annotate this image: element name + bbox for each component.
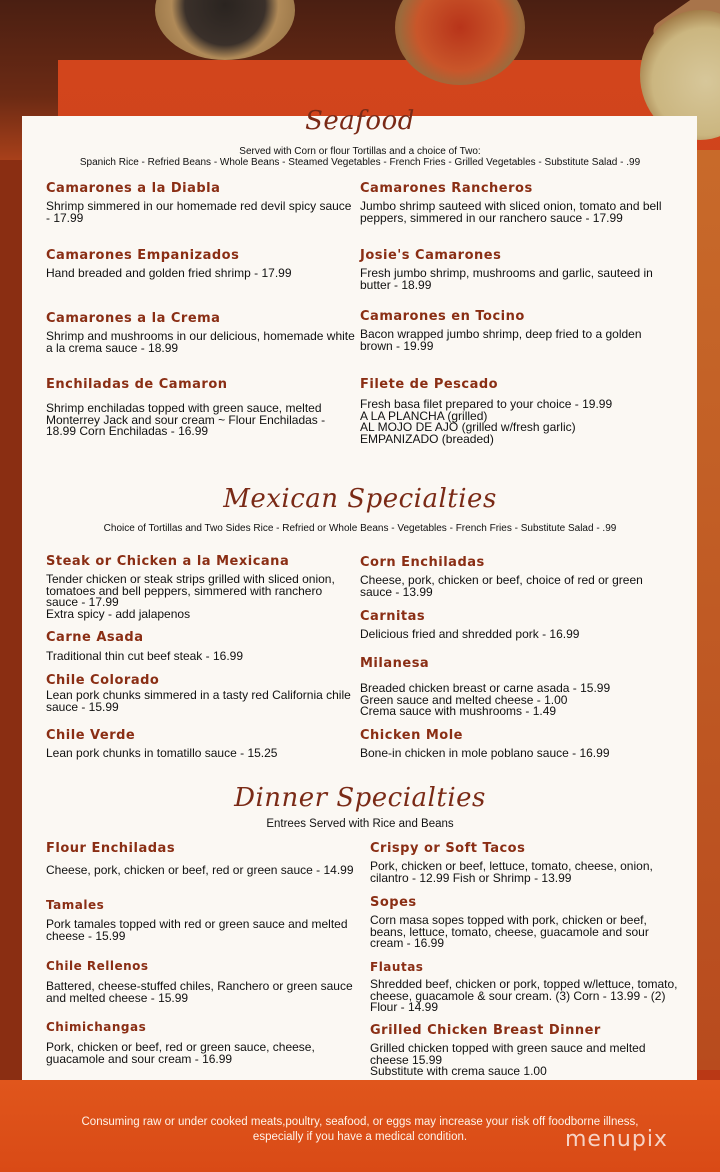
item-name: Steak or Chicken a la Mexicana bbox=[46, 554, 290, 569]
item-description: Fresh jumbo shrimp, mushrooms and garlic, sauteed in butter - 18.99 bbox=[360, 266, 653, 292]
item-description: Pork tamales topped with red or green sauce and melted cheese - 15.99 bbox=[46, 917, 348, 943]
item-name: Camarones a la Diabla bbox=[46, 181, 221, 196]
item-description: Grilled chicken topped with green sauce and melted cheese 15.99 bbox=[370, 1041, 646, 1067]
item-name: Camarones en Tocino bbox=[360, 309, 525, 324]
menu-item bbox=[370, 1023, 680, 1078]
item-name: Grilled Chicken Breast Dinner bbox=[370, 1023, 601, 1038]
menu-item bbox=[360, 181, 670, 224]
item-description: Traditional thin cut beef steak - 16.99 bbox=[46, 649, 244, 663]
item-option: Extra spicy - add jalapenos bbox=[46, 606, 191, 621]
item-description: Fresh basa filet prepared to your choice - 19.99 bbox=[360, 397, 613, 411]
menu-item bbox=[360, 248, 670, 291]
item-name: Sopes bbox=[370, 895, 417, 910]
item-description: Hand breaded and golden fried shrimp - 17.99 bbox=[46, 266, 292, 280]
menu-item bbox=[46, 377, 356, 438]
item-name: Camarones a la Crema bbox=[46, 311, 221, 326]
item-name: Chicken Mole bbox=[360, 728, 463, 743]
menu-item bbox=[370, 895, 680, 950]
item-description: Breaded chicken breast or carne asada - 15.99 bbox=[360, 681, 611, 695]
menu-item bbox=[46, 673, 356, 713]
item-description: Shrimp enchiladas topped with green sauce, melted Monterrey Jack and sour cream ~ Flour Enchiladas - 18.99 Corn Enchiladas - 16.99 bbox=[46, 401, 326, 438]
menu-item bbox=[46, 248, 356, 280]
item-description: Pork, chicken or beef, red or green sauce, cheese, guacamole and sour cream - 16.99 bbox=[46, 1040, 315, 1066]
menu-item bbox=[360, 656, 670, 718]
menu-item bbox=[360, 309, 670, 352]
item-description: Bacon wrapped jumbo shrimp, deep fried to a golden brown - 19.99 bbox=[360, 327, 642, 353]
item-description: Delicious fried and shredded pork - 16.99 bbox=[360, 627, 580, 641]
menu-item bbox=[46, 959, 356, 1004]
item-name: Chile Verde bbox=[46, 728, 136, 743]
item-name: Flautas bbox=[370, 960, 424, 974]
item-description: Jumbo shrimp sauteed with sliced onion, tomato and bell peppers, simmered in our ranchero sauce - 17.99 bbox=[360, 199, 662, 225]
item-name: Camarones Empanizados bbox=[46, 248, 240, 263]
item-name: Chile Colorado bbox=[46, 673, 160, 688]
item-name: Tamales bbox=[46, 898, 105, 912]
menu-item bbox=[360, 728, 670, 760]
menu-item bbox=[46, 630, 356, 663]
menu-item bbox=[46, 898, 356, 942]
item-name: Carne Asada bbox=[46, 630, 144, 645]
menu-item bbox=[360, 555, 670, 598]
item-name: Corn Enchiladas bbox=[360, 555, 485, 570]
item-description: Shredded beef, chicken or pork, topped w/lettuce, tomato, cheese, guacamole & sour cream. (3) Corn - 13.99 - (2) Flour - 14.99 bbox=[370, 977, 678, 1014]
menupix-watermark: menupix bbox=[565, 1127, 668, 1152]
seafood-subtitle-2: Spanich Rice - Refried Beans - Whole Beans - Steamed Vegetables - French Fries - Grilled Vegetables - Substitute Salad - .99 bbox=[79, 157, 641, 168]
item-description: Lean pork chunks simmered in a tasty red California chile sauce - 15.99 bbox=[46, 688, 351, 714]
item-name: Carnitas bbox=[360, 609, 426, 624]
menu-item bbox=[46, 311, 356, 354]
menu-item bbox=[46, 181, 356, 224]
item-name: Filete de Pescado bbox=[360, 377, 499, 392]
item-description: Bone-in chicken in mole poblano sauce - 16.99 bbox=[360, 746, 610, 760]
item-option: EMPANIZADO (breaded) bbox=[360, 431, 494, 446]
item-option: Crema sauce with mushrooms - 1.49 bbox=[360, 704, 557, 718]
item-description: Corn masa sopes topped with pork, chicken or beef, beans, lettuce, tomato, cheese, guacamole and sour cream - 16.99 bbox=[370, 913, 649, 950]
item-name: Chimichangas bbox=[46, 1020, 147, 1034]
menu-item bbox=[370, 841, 680, 884]
item-description: Lean pork chunks in tomatillo sauce - 15.25 bbox=[46, 746, 278, 760]
item-description: Cheese, pork, chicken or beef, choice of red or green sauce - 13.99 bbox=[360, 573, 643, 599]
item-description: Pork, chicken or beef, lettuce, tomato, cheese, onion, cilantro - 12.99 Fish or Shrimp - 13.99 bbox=[370, 859, 653, 885]
item-name: Enchiladas de Camaron bbox=[46, 377, 228, 392]
item-description: Shrimp and mushrooms in our delicious, homemade white a la crema sauce - 18.99 bbox=[46, 329, 355, 355]
item-description: Tender chicken or steak strips grilled with sliced onion, tomatoes and bell peppers, simmered with ranchero sauce - 17.99 bbox=[46, 572, 335, 609]
menu-item bbox=[360, 609, 670, 641]
item-description: Battered, cheese-stuffed chiles, Ranchero or green sauce and melted cheese - 15.99 bbox=[46, 979, 353, 1005]
item-option: Green sauce and melted cheese - 1.00 bbox=[360, 692, 568, 707]
menu-item bbox=[46, 841, 356, 877]
item-name: Flour Enchiladas bbox=[46, 841, 176, 856]
menu-item bbox=[46, 554, 356, 620]
dinner-title: Dinner Specialties bbox=[234, 783, 486, 813]
seafood-subtitle-1: Served with Corn or flour Tortillas and a choice of Two: bbox=[239, 146, 481, 157]
menu-item bbox=[370, 960, 680, 1014]
notice-line-2: especially if you have a medical condition. bbox=[252, 1131, 468, 1143]
menu-item bbox=[46, 1020, 356, 1065]
item-name: Chile Rellenos bbox=[46, 959, 149, 973]
item-name: Milanesa bbox=[360, 656, 430, 671]
item-name: Crispy or Soft Tacos bbox=[370, 841, 526, 856]
item-description: Cheese, pork, chicken or beef, red or green sauce - 14.99 bbox=[46, 863, 354, 877]
item-name: Camarones Rancheros bbox=[360, 181, 533, 196]
item-option: AL MOJO DE AJO (grilled w/fresh garlic) bbox=[360, 420, 576, 434]
item-option: Substitute with crema sauce 1.00 bbox=[370, 1064, 547, 1078]
notice-line-1: Consuming raw or under cooked meats,poultry, seafood, or eggs may increase your risk off foodborne illness, bbox=[81, 1116, 639, 1128]
seafood-title: Seafood bbox=[305, 106, 415, 136]
item-name: Josie's Camarones bbox=[360, 248, 502, 263]
item-description: Shrimp simmered in our homemade red devil spicy sauce - 17.99 bbox=[46, 199, 352, 225]
dinner-subtitle: Entrees Served with Rice and Beans bbox=[266, 818, 454, 830]
menu-item bbox=[360, 377, 670, 445]
item-option: A LA PLANCHA (grilled) bbox=[360, 408, 488, 423]
mexican-subtitle: Choice of Tortillas and Two Sides Rice - Refried or Whole Beans - Vegetables - French Fries - Substitute Salad - .99 bbox=[103, 523, 617, 534]
menu-item bbox=[46, 728, 356, 760]
mexican-title: Mexican Specialties bbox=[223, 484, 497, 514]
